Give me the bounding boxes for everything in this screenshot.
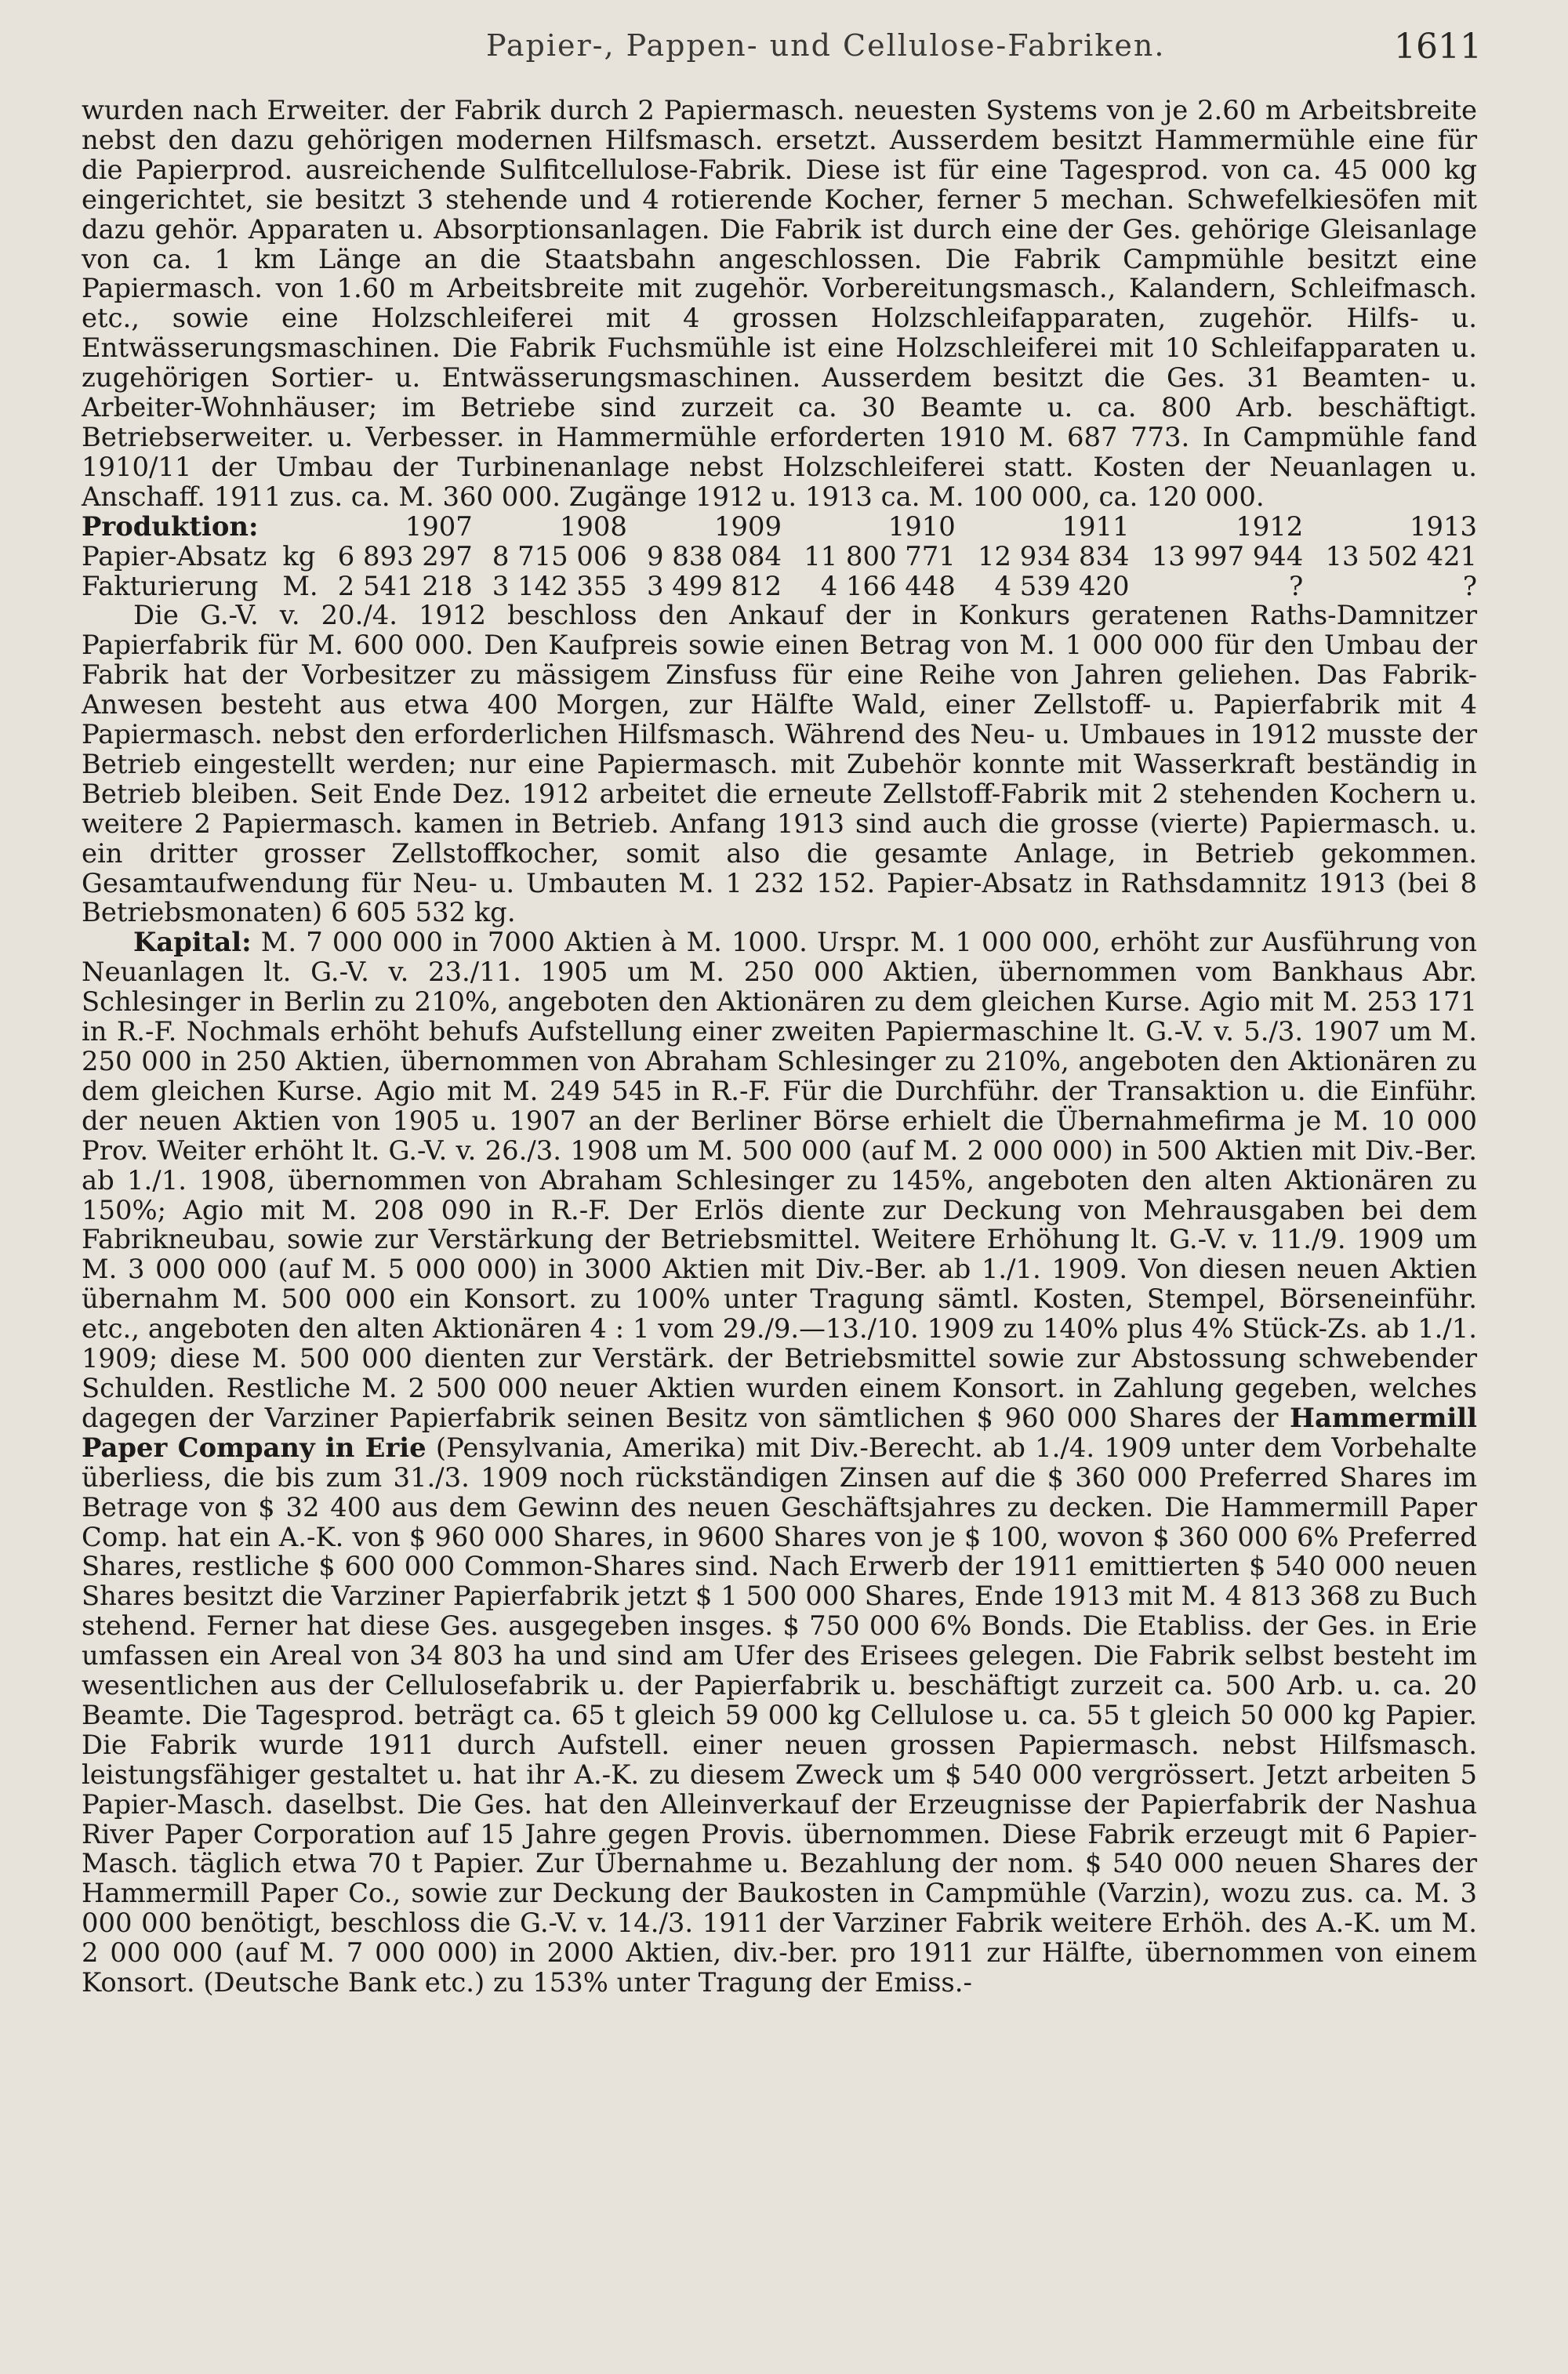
- running-title: Papier-, Pappen- und Cellulose-Fabriken.: [486, 28, 1166, 63]
- page-number: 1611: [1394, 27, 1482, 67]
- production-header-row: [82, 512, 1477, 542]
- value-cell: 13 502 421: [1325, 540, 1477, 572]
- year-cell: 1910: [887, 510, 956, 542]
- year-cell: 1908: [559, 510, 627, 542]
- kapital-paragraph: [82, 927, 1477, 1998]
- row-label: Fakturierung: [82, 570, 259, 601]
- year-cell: 1913: [1409, 510, 1477, 542]
- kapital-label: Kapital:: [133, 926, 252, 958]
- value-cell: 12 934 834: [977, 540, 1130, 572]
- row-unit: M.: [282, 570, 318, 601]
- value-cell: 8 715 006: [492, 540, 627, 572]
- value-cell: 11 800 771: [804, 540, 956, 572]
- value-cell: ?: [1462, 570, 1477, 601]
- year-cell: 1907: [405, 510, 473, 542]
- kapital-text-1: M. 7 000 000 in 7000 Aktien à M. 1000. Urspr. M. 1 000 000, erhöht zur Ausführung von Neuanlagen lt. G.-V. v. 23./11. 1905 um M. 250 000 Aktien, übernommen vom Bankhaus Abr. Schlesinger in Berlin zu 210%, angeboten den Aktionären zu dem gleichen Kurse. Agio mit M. 253 171 in R.-F. Nochmals erhöht behufs Aufstellung einer zweiten Papiermaschine lt. G.-V. v. 5./3. 1907 um M. 250 000 in 250 Aktien, übernommen von Abraham Schlesinger zu 210%, angeboten den Aktionären zu dem gleichen Kurse. Agio mit M. 249 545 in R.-F. Für die Durchführ. der Transaktion u. die Einführ. der neuen Aktien von 1905 u. 1907 an der Berliner Börse erhielt die Übernahmefirma je M. 10 000 Prov. Weiter erhöht lt. G.-V. v. 26./3. 1908 um M. 500 000 (auf M. 2 000 000) in 500 Aktien mit Div.-Ber. ab 1./1. 1908, übernommen von Abraham Schlesinger zu 145%, angeboten den alten Aktionären zu 150%; Agio mit M. 208 090 in R.-F. Der Erlös diente zur Deckung von Mehrausgaben bei dem Fabrikneubau, sowie zur Verstärkung der Betriebsmittel. Weitere Erhöhung lt. G.-V. v. 11./9. 1909 um M. 3 000 000 (auf M. 5 000 000) in 3000 Aktien mit Div.-Ber. ab 1./1. 1909. Von diesen neuen Aktien übernahm M. 500 000 ein Konsort. zu 100% unter Tragung sämtl. Kosten, Stempel, Börseneinführ. etc., angeboten den alten Aktionären 4 : 1 vom 29./9.—13./10. 1909 zu 140% plus 4% Stück-Zs. ab 1./1. 1909; diese M. 500 000 dienten zur Verstärk. der Betriebsmittel sowie zur Abstossung schwebender Schulden. Restliche M. 2 500 000 neuer Aktien wurden einem Konsort. in Zahlung gegeben, welches dagegen der Varziner Papierfabrik seinen Besitz von sämtlichen $ 960 000 Shares der: [82, 927, 1477, 1433]
- production-table: [82, 512, 1477, 601]
- value-cell: 3 142 355: [492, 570, 627, 601]
- year-cell: 1912: [1236, 510, 1304, 542]
- gv-paragraph: Die G.-V. v. 20./4. 1912 beschloss den Ankauf der in Konkurs geratenen Raths-Damnitzer Papierfabrik für M. 600 000. Den Kaufpreis sowie einen Betrag von M. 1 000 000 für den Umbau der Fabrik hat der Vorbesitzer zu mässigem Zinsfuss für eine Reihe von Jahren geliehen. Das Fabrik-Anwesen besteht aus etwa 400 Morgen, zur Hälfte Wald, einer Zellstoff- u. Papierfabrik mit 4 Papiermasch. nebst den erforderlichen Hilfsmasch. Während des Neu- u. Umbaues in 1912 musste der Betrieb eingestellt werden; nur eine Papiermasch. mit Zubehör konnte mit Wasserkraft beständig in Betrieb bleiben. Seit Ende Dez. 1912 arbeitet die erneute Zellstoff-Fabrik mit 2 stehenden Kochern u. weitere 2 Papiermasch. kamen in Betrieb. Anfang 1913 sind auch die grosse (vierte) Papiermasch. u. ein dritter grosser Zellstoffkocher, somit also die gesamte Anlage, in Betrieb gekommen. Gesamtaufwendung für Neu- u. Umbauten M. 1 232 152. Papier-Absatz in Rathsdamnitz 1913 (bei 8 Betriebsmonaten) 6 605 532 kg.: [82, 600, 1477, 928]
- page-header: [94, 22, 1482, 69]
- year-cell: 1911: [1062, 510, 1130, 542]
- value-cell: 6 893 297: [337, 540, 473, 572]
- year-cell: 1909: [714, 510, 782, 542]
- intro-paragraph: wurden nach Erweiter. der Fabrik durch 2 Papiermasch. neuesten Systems von je 2.60 m Arbeitsbreite nebst den dazu gehörigen modernen Hilfsmasch. ersetzt. Ausserdem besitzt Hammermühle eine für die Papierprod. ausreichende Sulfitcellulose-Fabrik. Diese ist für eine Tagesprod. von ca. 45 000 kg eingerichtet, sie besitzt 3 stehende und 4 rotierende Kocher, ferner 5 mechan. Schwefelkiesöfen mit dazu gehör. Apparaten u. Absorptionsanlagen. Die Fabrik ist durch eine der Ges. gehörige Gleisanlage von ca. 1 km Länge an die Staatsbahn angeschlossen. Die Fabrik Campmühle besitzt eine Papiermasch. von 1.60 m Arbeitsbreite mit zugehör. Vorbereitungsmasch., Kalandern, Schleifmasch. etc., sowie eine Holzschleiferei mit 4 grossen Holzschleifapparaten, zugehör. Hilfs- u. Entwässerungsmaschinen. Die Fabrik Fuchsmühle ist eine Holzschleiferei mit 10 Schleifapparaten u. zugehörigen Sortier- u. Entwässerungsmaschinen. Ausserdem besitzt die Ges. 31 Beamten- u. Arbeiter-Wohnhäuser; im Betriebe sind zurzeit ca. 30 Beamte u. ca. 800 Arb. beschäftigt. Betriebserweiter. u. Verbesser. in Hammermühle erforderten 1910 M. 687 773. In Campmühle fand 1910/11 der Umbau der Turbinenanlage nebst Holzschleiferei statt. Kosten der Neuanlagen u. Anschaff. 1911 zus. ca. M. 360 000. Zugänge 1912 u. 1913 ca. M. 100 000, ca. 120 000.: [82, 95, 1477, 512]
- kapital-text-2: (Pensylvania, Amerika) mit Div.-Berecht. ab 1./4. 1909 unter dem Vorbehalte überliess, die bis zum 31./3. 1909 noch rückständigen Zinsen auf die $ 360 000 Preferred Shares im Betrage von $ 32 400 aus dem Gewinn des neuen Geschäftsjahres zu decken. Die Hammermill Paper Comp. hat ein A.-K. von $ 960 000 Shares, in 9600 Shares von je $ 100, wovon $ 360 000 6% Preferred Shares, restliche $ 600 000 Common-Shares sind. Nach Erwerb der 1911 emittierten $ 540 000 neuen Shares besitzt die Varziner Papierfabrik jetzt $ 1 500 000 Shares, Ende 1913 mit M. 4 813 368 zu Buch stehend. Ferner hat diese Ges. ausgegeben insges. $ 750 000 6% Bonds. Die Etabliss. der Ges. in Erie umfassen ein Areal von 34 803 ha und sind am Ufer des Erisees gelegen. Die Fabrik selbst besteht im wesentlichen aus der Cellulosefabrik u. der Papierfabrik u. beschäftigt zurzeit ca. 500 Arb. u. ca. 20 Beamte. Die Tagesprod. beträgt ca. 65 t gleich 59 000 kg Cellulose u. ca. 55 t gleich 50 000 kg Papier. Die Fabrik wurde 1911 durch Aufstell. einer neuen grossen Papiermasch. nebst Hilfsmasch. leistungsfähiger gestaltet u. hat ihr A.-K. zu diesem Zweck um $ 540 000 vergrössert. Jetzt arbeiten 5 Papier-Masch. daselbst. Die Ges. hat den Alleinverkauf der Erzeugnisse der Papierfabrik der Nashua River Paper Corporation auf 15 Jahre gegen Provis. übernommen. Diese Fabrik erzeugt mit 6 Papier-Masch. täglich etwa 70 t Papier. Zur Übernahme u. Bezahlung der nom. $ 540 000 neuen Shares der Hammermill Paper Co., sowie zur Deckung der Baukosten in Campmühle (Varzin), wozu zus. ca. M. 3 000 000 benötigt, beschloss die G.-V. v. 14./3. 1911 der Varziner Fabrik weitere Erhöh. des A.-K. um M. 2 000 000 (auf M. 7 000 000) in 2000 Aktien, div.-ber. pro 1911 zur Hälfte, übernommen von einem Konsort. (Deutsche Bank etc.) zu 153% unter Tragung der Emiss.-: [82, 1432, 1477, 1998]
- table-row: [82, 542, 1477, 572]
- value-cell: 9 838 084: [647, 540, 782, 572]
- company-name: Hammermill Paper Company in Erie: [82, 1401, 1477, 1463]
- value-cell: 4 166 448: [820, 570, 956, 601]
- value-cell: ?: [1289, 570, 1304, 601]
- value-cell: 2 541 218: [337, 570, 473, 601]
- value-cell: 4 539 420: [994, 570, 1130, 601]
- row-unit: kg: [282, 540, 316, 572]
- table-row: [82, 572, 1477, 601]
- value-cell: 3 499 812: [647, 570, 782, 601]
- page-body: [82, 96, 1477, 1998]
- production-label: Produktion:: [82, 510, 259, 542]
- row-label: Papier-Absatz: [82, 540, 267, 572]
- value-cell: 13 997 944: [1151, 540, 1304, 572]
